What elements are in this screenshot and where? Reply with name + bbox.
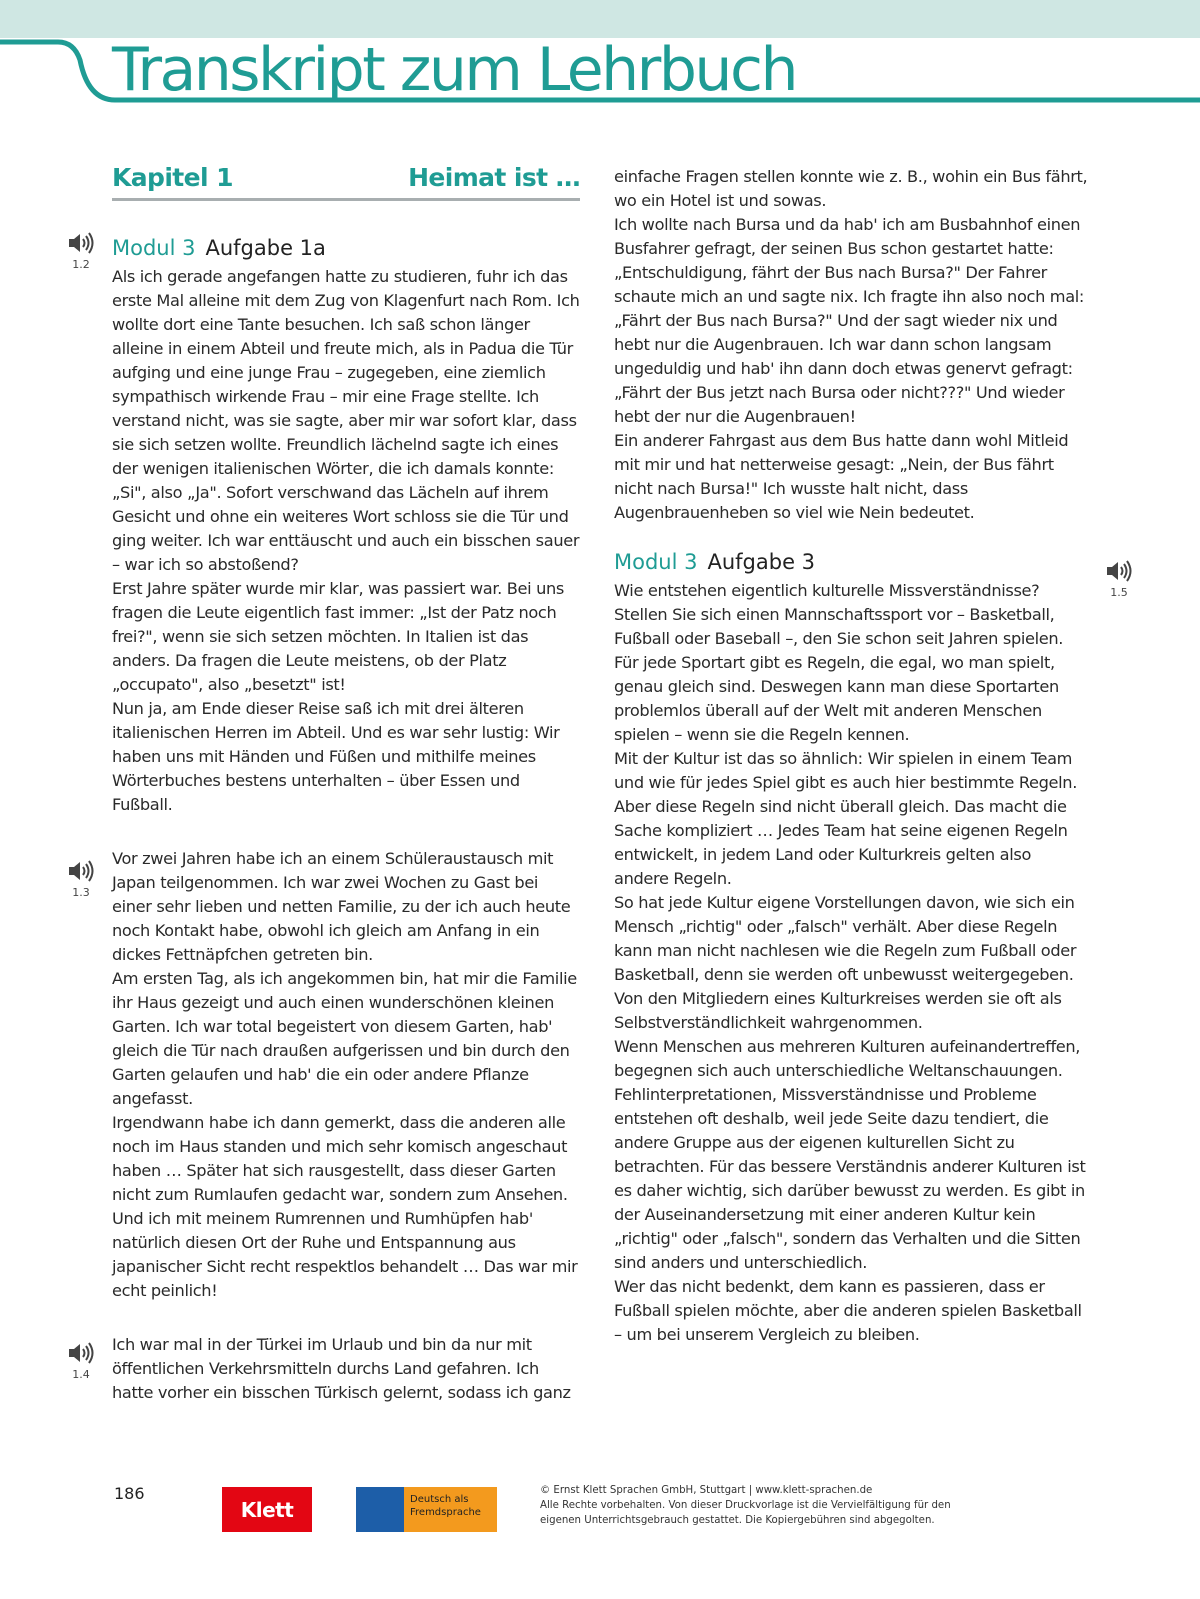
left-column [112,163,580,1405]
copyright-line: eigenen Unterrichtsgebrauch gestattet. Die Kopiergebühren sind abgegolten. [540,1515,935,1526]
paragraph: Am ersten Tag, als ich angekommen bin, hat mir die Familie ihr Haus gezeigt und auch einen wunderschönen kleinen Garten. Ich war total begeistert von diesem Garten, hab' gleich die Tür nach draußen aufgerissen und bin durch den Garten gelaufen und hab' die ein oder andere Pflanze angefasst. [112,969,577,1108]
speaker-icon [66,858,96,884]
klett-logo [222,1487,312,1532]
section-heading-modul3-aufgabe1a [112,231,580,265]
paragraph: Ich wollte nach Bursa und da hab' ich am Busbahnhof einen Busfahrer gefragt, der seinen Bus schon gestartet hatte: „Entschuldigung, fährt der Bus nach Bursa?" Der Fahrer schaute mich an und sagte nix. Ich fragte ihn also noch mal: „Fährt der Bus nach Bursa?" Und der sagt wieder nix und hebt nur die Augenbrauen. Ich war dann schon langsam ungeduldig und hab' ihn dann doch etwas genervt gefragt: „Fährt der Bus jetzt nach Bursa oder nicht???" Und wieder hebt der nur die Augenbrauen! [614,215,1085,426]
right-column [614,165,1090,1347]
track-number: 1.2 [72,258,90,271]
modul-label: Modul 3 [614,550,698,574]
paragraph: So hat jede Kultur eigene Vorstellungen davon, wie sich ein Mensch „richtig" oder „falsch" verhält. Aber diese Regeln kann man nicht nachlesen wie die Regeln zum Fußball oder Basketball, denn sie werden oft unbewusst weitergegeben. Von den Mitgliedern eines Kulturkreises werden sie oft als Selbstverständlichkeit wahrgenommen. [614,893,1077,1032]
audio-track-1-4[interactable] [64,1340,98,1381]
klett-logo-text: Klett [240,1497,294,1522]
copyright-line: © Ernst Klett Sprachen GmbH, Stuttgart | www.klett-sprachen.de [540,1485,873,1496]
section-heading-modul3-aufgabe3 [614,545,1090,579]
chapter-topic: Heimat ist … [408,163,580,192]
copyright-line: Alle Rechte vorbehalten. Von dieser Druckvorlage ist die Vervielfältigung für den [540,1500,951,1511]
spacer [112,817,580,847]
audio-track-1-2[interactable] [64,230,98,271]
section-body-1-4-cont [614,165,1090,525]
paragraph: Vor zwei Jahren habe ich an einem Schüleraustausch mit Japan teilgenommen. Ich war zwei Wochen zu Gast bei einer sehr lieben und netten Familie, zu der ich auch heute noch Kontakt habe, obwohl ich gleich am Anfang in ein dickes Fettnäpfchen getreten bin. [112,849,571,964]
daf-logo [356,1487,497,1532]
section-body-1-3 [112,847,580,1303]
section-body-1-4-start [112,1333,580,1405]
spacer [614,525,1090,545]
copyright-notice [540,1483,980,1528]
aufgabe-label: Aufgabe 3 [707,550,816,574]
speaker-icon [66,1340,96,1366]
paragraph: Wie entstehen eigentlich kulturelle Missverständnisse? Stellen Sie sich einen Mannschaftssport vor – Basketball, Fußball oder Baseball –, den Sie schon seit Jahren spielen. Für jede Sportart gibt es Regeln, die egal, wo man spielt, genau gleich sind. Deswegen kann man diese Sportarten problemlos überall auf der Welt mit anderen Menschen spielen – wenn sie die Regeln kennen. [614,581,1064,744]
spacer [112,1303,580,1333]
aufgabe-label: Aufgabe 1a [205,236,326,260]
paragraph: Ein anderer Fahrgast aus dem Bus hatte dann wohl Mitleid mit mir und hat netterweise gesagt: „Nein, der Bus fährt nicht nach Bursa!" Ich wusste halt nicht, dass Augenbrauenheben so viel wie Nein bedeutet. [614,431,1069,522]
section-body-1-2 [112,265,580,817]
paragraph: Irgendwann habe ich dann gemerkt, dass die anderen alle noch im Haus standen und mich sehr komisch angeschaut haben … Später hat sich rausgestellt, dass dieser Garten nicht zum Rumlaufen gedacht war, sondern zum Ansehen. Und ich mit meinem Rumrennen und Rumhüpfen hab' natürlich diesen Ort der Ruhe und Entspannung aus japanischer Sicht recht respektlos behandelt … Das war mir echt peinlich! [112,1113,578,1300]
track-number: 1.4 [72,1368,90,1381]
paragraph: Nun ja, am Ende dieser Reise saß ich mit drei älteren italienischen Herren im Abteil. Und es war sehr lustig: Wir haben uns mit Händen und Füßen und mithilfe meines Wörterbuches bestens unterhalten – über Essen und Fußball. [112,699,560,814]
paragraph: Wer das nicht bedenkt, dem kann es passieren, dass er Fußball spielen möchte, aber die anderen spielen Basketball – um bei unserem Vergleich zu bleiben. [614,1277,1082,1344]
chapter-heading [112,163,580,201]
speaker-icon [1104,558,1134,584]
track-number: 1.3 [72,886,90,899]
paragraph [614,165,1090,213]
paragraph: Ich war mal in der Türkei im Urlaub und bin da nur mit öffentlichen Verkehrsmitteln durchs Land gefahren. Ich hatte vorher ein bisschen Türkisch gelernt, sodass ich ganz [112,1335,571,1402]
modul-label: Modul 3 [112,236,196,260]
audio-track-1-5[interactable] [1102,558,1136,599]
spacer [112,201,580,231]
paragraph: Erst Jahre später wurde mir klar, was passiert war. Bei uns fragen die Leute eigentlich fast immer: „Ist der Patz noch frei?", wenn sie sich setzen möchten. In Italien ist das anders. Da fragen die Leute meistens, ob der Platz „occupato", also „besetzt" ist! [112,579,564,694]
speaker-icon [66,230,96,256]
paragraph: Wenn Menschen aus mehreren Kulturen aufeinandertreffen, begegnen sich auch unterschiedliche Weltanschauungen. [614,1037,1081,1080]
track-number: 1.5 [1110,586,1128,599]
paragraph: Mit der Kultur ist das so ähnlich: Wir spielen in einem Team und wie für jedes Spiel gibt es auch hier bestimmte Regeln. Aber diese Regeln sind nicht überall gleich. Das macht die Sache kompliziert … Jedes Team hat seine eigenen Regeln entwickelt, in jedem Land oder Kulturkreis gelten also andere Regeln. [614,749,1078,888]
audio-track-1-3[interactable] [64,858,98,899]
paragraph: Fehlinterpretationen, Missverständnisse und Probleme entstehen oft deshalb, weil jede Seite dazu tendiert, die andere Gruppe aus der eigenen kulturellen Sicht zu betrachten. Für das bessere Verständnis anderer Kulturen ist es daher wichtig, sich darüber bewusst zu werden. Es gibt in der Auseinandersetzung mit einer anderen Kultur kein „richtig" oder „falsch", sondern das Verhalten und die Sitten sind anders und unterschiedlich. [614,1085,1086,1272]
paragraph: Als ich gerade angefangen hatte zu studieren, fuhr ich das erste Mal alleine mit dem Zug von Klagenfurt nach Rom. Ich wollte dort eine Tante besuchen. Ich saß schon länger alleine in einem Abteil und freute mich, als in Padua die Tür aufging und eine junge Frau – zugegeben, eine ziemlich sympathisch wirkende Frau – mir eine Frage stellte. Ich verstand nicht, was sie sagte, aber mir war sofort klar, dass sie sich setzen wollte. Freundlich lächelnd sagte ich eines der wenigen italienischen Wörter, die ich damals konnte: „Si", also „Ja". Sofort verschwand das Lächeln auf ihrem Gesicht und ohne ein weiteres Wort schloss sie die Tür und ging weiter. Ich war enttäuscht und auch ein bisschen sauer – war ich so abstoßend? [112,267,580,574]
daf-logo-text: Deutsch als Fremdsprache [404,1487,497,1532]
paragraph-continued: einfache Fragen stellen konnte wie z. B., wohin ein Bus fährt, wo ein Hotel ist und sowas. [614,167,1088,210]
section-body-1-5 [614,579,1090,1347]
page-title: Transkript zum Lehrbuch [112,35,796,105]
page-number: 186 [114,1484,145,1503]
chapter-label: Kapitel 1 [112,163,233,192]
